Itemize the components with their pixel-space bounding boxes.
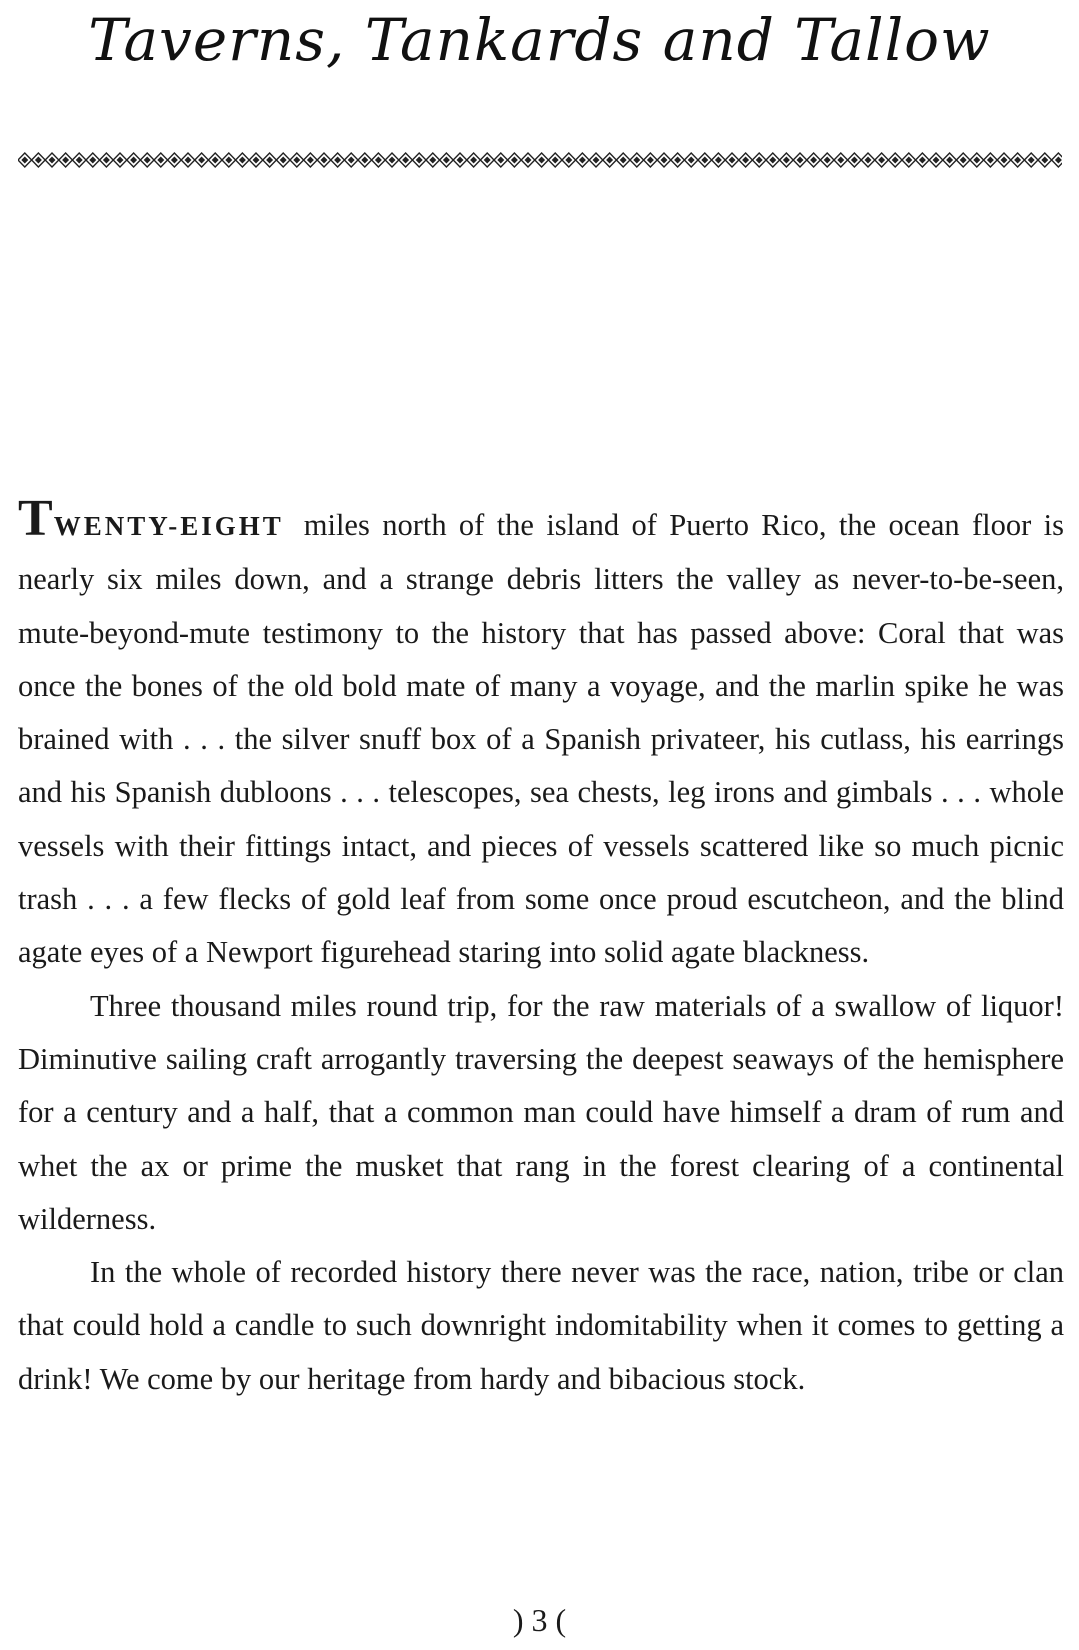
diamond-dot [362,158,367,163]
diamond-dot [811,158,816,163]
diamond-dot [607,158,612,163]
diamond-dot [471,158,476,163]
diamond-dot [770,158,775,163]
diamond-dot [104,158,109,163]
diamond-dot [131,158,136,163]
diamond-dot [988,158,993,163]
diamond-dot [281,158,286,163]
diamond-dot [1042,158,1047,163]
diamond-dot [798,158,803,163]
diamond-dot [254,158,259,163]
diamond-dot [417,158,422,163]
diamond-dot [213,158,218,163]
diamond-dot [934,158,939,163]
diamond-dot [716,158,721,163]
diamond-dot [308,158,313,163]
body-text [18,492,1064,1406]
diamond-dot [158,158,163,163]
diamond-dot [621,158,626,163]
diamond-dot [1029,158,1034,163]
diamond-dot [906,158,911,163]
diamond-dot [403,158,408,163]
diamond-dot [240,158,245,163]
diamond-dot [730,158,735,163]
diamond-dot [145,158,150,163]
diamond-dot [294,158,299,163]
diamond-dot [920,158,925,163]
diamond-dot [267,158,272,163]
diamond-dot [50,158,55,163]
diamond-dot [63,158,68,163]
paragraph-1 [18,492,1064,980]
diamond-dot [784,158,789,163]
diamond-dot [498,158,503,163]
paragraph-2: Three thousand miles round trip, for the raw materials of a swallow of liquor! Diminutive sailing craft arrogantly traversing the deepest seaways of the hemisphere for a century and a half, that a common man could have himself a dram of rum and whet the ax or prime the musket that rang in the forest clearing of a continental wilderness. [18,988,1064,1236]
diamond-dot [349,158,354,163]
diamond-dot [77,158,82,163]
diamond-dot [376,158,381,163]
diamond-dot [526,158,531,163]
diamond-dot [199,158,204,163]
diamond-dot [335,158,340,163]
diamond-dot [689,158,694,163]
page-number: ) 3 ( [512,1602,567,1638]
diamond-dot [866,158,871,163]
diamond-dot [90,158,95,163]
diamond-dot [947,158,952,163]
diamond-dot [974,158,979,163]
diamond-dot [553,158,558,163]
diamond-dot [539,158,544,163]
running-title: Taverns, Tankards and Tallow [88,6,991,74]
lead-in-rest: WENTY-EIGHT [53,511,284,541]
diamond-chain-ornament [18,150,1062,170]
paragraph-3: In the whole of recorded history there never was the race, nation, tribe or clan that could hold a candle to such downright indomitability when it comes to getting a drink! We come by our heritage from hardy and bibacious stock. [18,1255,1064,1396]
diamond-dot [893,158,898,163]
diamond-dot [172,158,177,163]
diamond-dot [322,158,327,163]
diamond-dot [825,158,830,163]
diamond-dot [580,158,585,163]
lead-in-caps [18,490,284,547]
diamond-dot [648,158,653,163]
diamond-dot [36,158,41,163]
diamond-dot [662,158,667,163]
diamond-dot [594,158,599,163]
diamond-dot [430,158,435,163]
diamond-dot [186,158,191,163]
diamond-dot [1002,158,1007,163]
diamond-dot [961,158,966,163]
diamond-dot [118,158,123,163]
lead-in-initial: T [18,490,54,547]
diamond-dot [22,158,27,163]
diamond-dot [634,158,639,163]
diamond-dot [702,158,707,163]
diamond-dot [226,158,231,163]
diamond-dot [566,158,571,163]
diamond-dot [512,158,517,163]
diamond-dot [485,158,490,163]
diamond-dot [852,158,857,163]
diamond-dot [444,158,449,163]
diamond-dot [879,158,884,163]
diamond-dot [458,158,463,163]
diamond-dot [743,158,748,163]
diamond-dot [1056,158,1061,163]
diamond-dot [1015,158,1020,163]
diamond-dot [675,158,680,163]
diamond-dot [838,158,843,163]
diamond-dot [757,158,762,163]
diamond-dot [390,158,395,163]
paragraph-1-text: miles north of the island of Puerto Rico, the ocean floor is nearly six miles down, and a strange debris litters the valley as never-to-be-seen, mute-beyond-mute testimony to the history that has passed above: Coral that was once the bones of the old bold mate of many a voyage, and the marlin spike he was brained with . . . the silver snuff box of a Spanish privateer, his cutlass, his earrings and his Spanish dubloons . . . telescopes, sea chests, leg irons and gimbals . . . whole vessels with their fittings intact, and pieces of vessels scattered like so much picnic trash . . . a few flecks of gold leaf from some once proud escutcheon, and the blind agate eyes of a Newport figurehead staring into solid agate blackness. [18,508,1064,970]
